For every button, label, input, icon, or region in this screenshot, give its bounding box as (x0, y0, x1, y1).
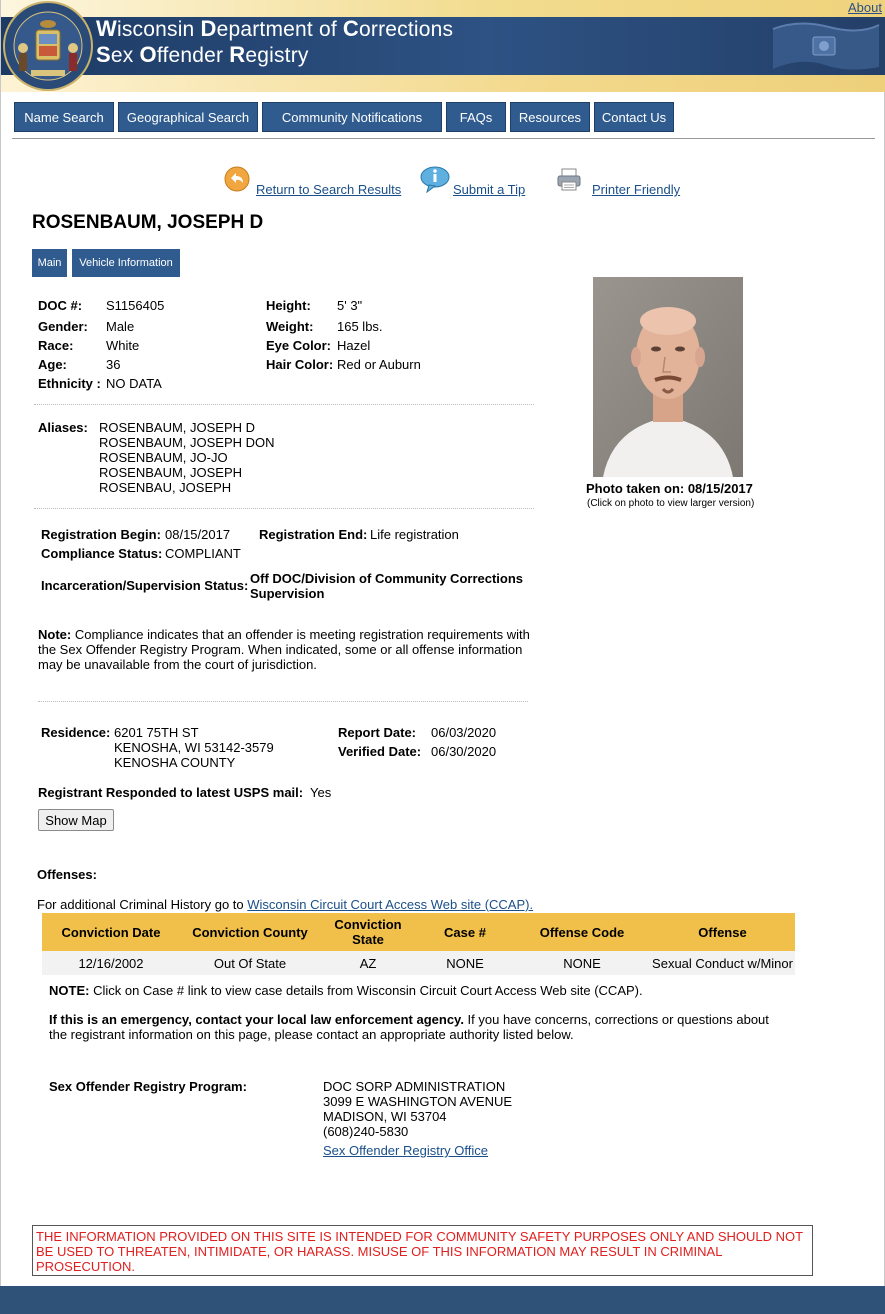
registry-office-link[interactable]: Sex Offender Registry Office (323, 1143, 488, 1158)
header-title-line1 (96, 16, 453, 42)
title-cap: R (229, 42, 246, 67)
nav-community-notifications[interactable]: Community Notifications (262, 102, 442, 132)
offender-photo[interactable] (593, 277, 743, 477)
title-cap: O (139, 42, 157, 67)
nav-contact-us[interactable]: Contact Us (594, 102, 674, 132)
state-flag-icon (769, 19, 881, 73)
eye-color-label: Eye Color: (266, 338, 332, 353)
verified-date-label: Verified Date: (338, 744, 422, 759)
cell-offense: Sexual Conduct w/Minor (650, 951, 795, 975)
hair-color-value: Red or Auburn (337, 357, 421, 372)
tab-main[interactable]: Main (32, 249, 67, 277)
title-word: ex (110, 44, 140, 67)
ccap-line (37, 897, 533, 912)
age-label: Age: (38, 357, 67, 372)
doc-value: S1156405 (106, 298, 165, 313)
show-map-button[interactable]: Show Map (38, 809, 114, 831)
weight-label: Weight: (266, 319, 314, 334)
nav-divider (12, 138, 875, 139)
title-cap: W (96, 16, 117, 41)
table-row (42, 951, 795, 975)
compliance-status-value: COMPLIANT (165, 546, 241, 561)
cell-conviction-date: 12/16/2002 (42, 951, 180, 975)
emergency-bold: If this is an emergency, contact your local law enforcement agency. (49, 1012, 464, 1027)
title-cap: S (96, 42, 111, 67)
registration-begin-label: Registration Begin: (41, 527, 161, 542)
emergency-text: If you have concerns, corrections or questions about the registrant information on this page, please contact an appropriate authority listed below. (49, 1012, 769, 1042)
nav-geographical-search[interactable]: Geographical Search (118, 102, 258, 132)
aliases-label: Aliases: (38, 420, 88, 435)
age-value: 36 (106, 357, 121, 372)
photo-caption: Photo taken on: 08/15/2017 (586, 481, 753, 496)
cell-case-number: NONE (416, 951, 514, 975)
program-label: Sex Offender Registry Program: (49, 1079, 247, 1094)
column-header: Conviction Date (42, 913, 180, 951)
program-line: DOC SORP ADMINISTRATION (323, 1079, 506, 1094)
residence-line: 6201 75TH ST (114, 725, 199, 740)
alias-item: ROSENBAU, JOSEPH (99, 480, 232, 495)
title-cap: D (200, 16, 217, 41)
submit-a-tip-link[interactable]: Submit a Tip (453, 182, 526, 197)
offenses-heading: Offenses: (37, 867, 97, 882)
race-value: White (106, 338, 140, 353)
case-note-text: Click on Case # link to view case details from Wisconsin Circuit Court Access Web site (CCAP). (89, 983, 643, 998)
cell-conviction-county: Out Of State (180, 951, 320, 975)
ethnicity-value: NO DATA (106, 376, 162, 391)
note-label: Note: (38, 627, 72, 642)
ccap-prefix: For additional Criminal History go to (37, 897, 248, 912)
verified-date-value: 06/30/2020 (431, 744, 497, 759)
table-header-row (42, 913, 795, 951)
header-title-line2 (96, 42, 309, 68)
residence-line: KENOSHA COUNTY (114, 755, 236, 770)
incarceration-status-label: Incarceration/Supervision Status: (41, 578, 249, 593)
incarceration-status-value-cont: Supervision (250, 586, 325, 601)
case-note-label: NOTE: (49, 983, 90, 998)
report-date-label: Report Date: (338, 725, 417, 740)
program-line: (608)240-5830 (323, 1124, 409, 1139)
tab-vehicle-information[interactable]: Vehicle Information (72, 249, 180, 277)
alias-item: ROSENBAUM, JOSEPH (99, 465, 243, 480)
registration-end-value: Life registration (370, 527, 459, 542)
doc-label: DOC #: (38, 298, 83, 313)
note-text: Compliance indicates that an offender is meeting registration requirements with the Sex Offender Registry Program. When indicated, some or all offense information may be unavailable from the court of jurisdiction. (38, 627, 530, 672)
cell-conviction-state: AZ (320, 951, 416, 975)
weight-value: 165 lbs. (337, 319, 383, 334)
gender-value: Male (106, 319, 135, 334)
nav-name-search[interactable]: Name Search (14, 102, 114, 132)
alias-item: ROSENBAUM, JO-JO (99, 450, 228, 465)
incarceration-status-value: Off DOC/Division of Community Corrections (250, 571, 524, 586)
title-word: epartment of (216, 18, 343, 41)
disclaimer: THE INFORMATION PROVIDED ON THIS SITE IS INTENDED FOR COMMUNITY SAFETY PURPOSES ONLY AND SHOULD NOT BE USED TO THREATEN, INTIMIDATE, OR HARASS. MISUSE OF THIS INFORMATION MAY RESULT IN CRIMINAL PROSECUTION. (32, 1225, 813, 1276)
about-link[interactable]: About (848, 0, 882, 15)
alias-item: ROSENBAUM, JOSEPH D (99, 420, 256, 435)
nav-resources[interactable]: Resources (510, 102, 590, 132)
hair-color-label: Hair Color: (266, 357, 334, 372)
compliance-status-label: Compliance Status: (41, 546, 163, 561)
residence-label: Residence: (41, 725, 111, 740)
offender-name: ROSENBAUM, JOSEPH D (32, 212, 264, 233)
state-seal-icon (3, 0, 93, 92)
divider (38, 701, 528, 702)
alias-item: ROSENBAUM, JOSEPH DON (99, 435, 275, 450)
race-label: Race: (38, 338, 74, 353)
emergency-note (49, 1012, 789, 1042)
title-word: isconsin (116, 18, 201, 41)
nav-faqs[interactable]: FAQs (446, 102, 506, 132)
title-word: ffender (156, 44, 230, 67)
column-header: Conviction County (180, 913, 320, 951)
title-word: orrections (359, 18, 454, 41)
registration-begin-value: 08/15/2017 (165, 527, 231, 542)
program-line: MADISON, WI 53704 (323, 1109, 447, 1124)
header-gold-bar (1, 75, 885, 92)
column-header: Case # (416, 913, 514, 951)
usps-value: Yes (310, 785, 332, 800)
report-date-value: 06/03/2020 (431, 725, 497, 740)
height-value: 5' 3" (337, 298, 363, 313)
ccap-link[interactable]: Wisconsin Circuit Court Access Web site (CCAP). (247, 897, 534, 912)
column-header: Offense Code (514, 913, 650, 951)
height-label: Height: (266, 298, 311, 313)
return-to-search-results-link[interactable]: Return to Search Results (256, 182, 402, 197)
title-word: egistry (245, 44, 309, 67)
column-header: Offense (650, 913, 795, 951)
offenses-table (42, 913, 795, 975)
top-bar (1, 0, 885, 17)
info-bubble-icon[interactable] (419, 165, 451, 191)
printer-friendly-link[interactable]: Printer Friendly (592, 182, 681, 197)
usps-label: Registrant Responded to latest USPS mail: (38, 785, 304, 800)
program-line: 3099 E WASHINGTON AVENUE (323, 1094, 513, 1109)
divider (34, 404, 534, 405)
cell-offense-code: NONE (514, 951, 650, 975)
title-cap: C (342, 16, 360, 41)
printer-icon[interactable] (555, 166, 583, 192)
residence-line: KENOSHA, WI 53142-3579 (114, 740, 274, 755)
eye-color-value: Hazel (337, 338, 371, 353)
compliance-note (38, 627, 530, 672)
return-arrow-icon[interactable] (223, 166, 251, 192)
case-note (49, 983, 643, 998)
gender-label: Gender: (38, 319, 88, 334)
divider (34, 508, 534, 509)
photo-hint: (Click on photo to view larger version) (587, 498, 755, 509)
registration-end-label: Registration End: (259, 527, 368, 542)
column-header: Conviction State (320, 913, 416, 951)
ethnicity-label: Ethnicity : (38, 376, 101, 391)
